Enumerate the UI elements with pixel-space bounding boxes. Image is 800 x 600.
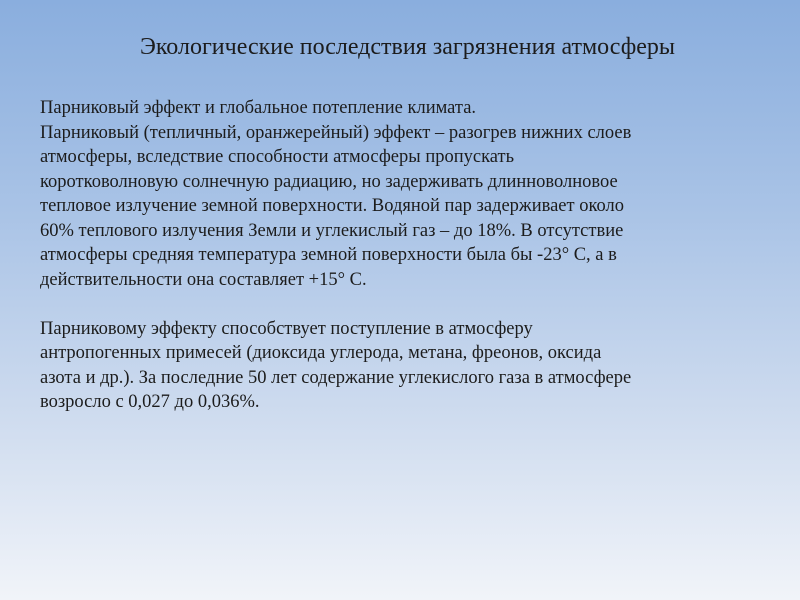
text-line: действительности она составляет +15° С. bbox=[40, 269, 367, 290]
text-line: азота и др.). За последние 50 лет содержание углекислого газа в атмосфере bbox=[40, 367, 632, 388]
slide-title: Экологические последствия загрязнения атмосферы bbox=[140, 34, 676, 60]
paragraph-spacer bbox=[40, 292, 770, 317]
text-line: Парниковый (тепличный, оранжерейный) эффект – разогрев нижних слоев bbox=[40, 122, 632, 143]
text-line: атмосферы средняя температура земной поверхности была бы -23° С, а в bbox=[40, 245, 617, 265]
text-line: антропогенных примесей (диоксида углерода, метана, фреонов, оксида bbox=[40, 343, 602, 363]
text-line: Парниковый эффект и глобальное потепление климата. bbox=[40, 98, 477, 118]
text-line: Парниковому эффекту способствует поступление в атмосферу bbox=[40, 318, 533, 339]
text-line: коротковолновую солнечную радиацию, но задерживать длинноволновое bbox=[40, 171, 618, 192]
text-line: 60% теплового излучения Земли и углекислый газ – до 18%. В отсутствие bbox=[40, 220, 624, 241]
slide-body bbox=[40, 96, 770, 415]
paragraph-anthropogenic-factors bbox=[40, 317, 770, 415]
text-line: тепловое излучение земной поверхности. Водяной пар задерживает около bbox=[40, 196, 625, 216]
text-line: атмосферы, вследствие способности атмосферы пропускать bbox=[40, 147, 515, 167]
text-line: возросло с 0,027 до 0,036%. bbox=[40, 392, 260, 412]
paragraph-greenhouse-definition bbox=[40, 96, 770, 292]
